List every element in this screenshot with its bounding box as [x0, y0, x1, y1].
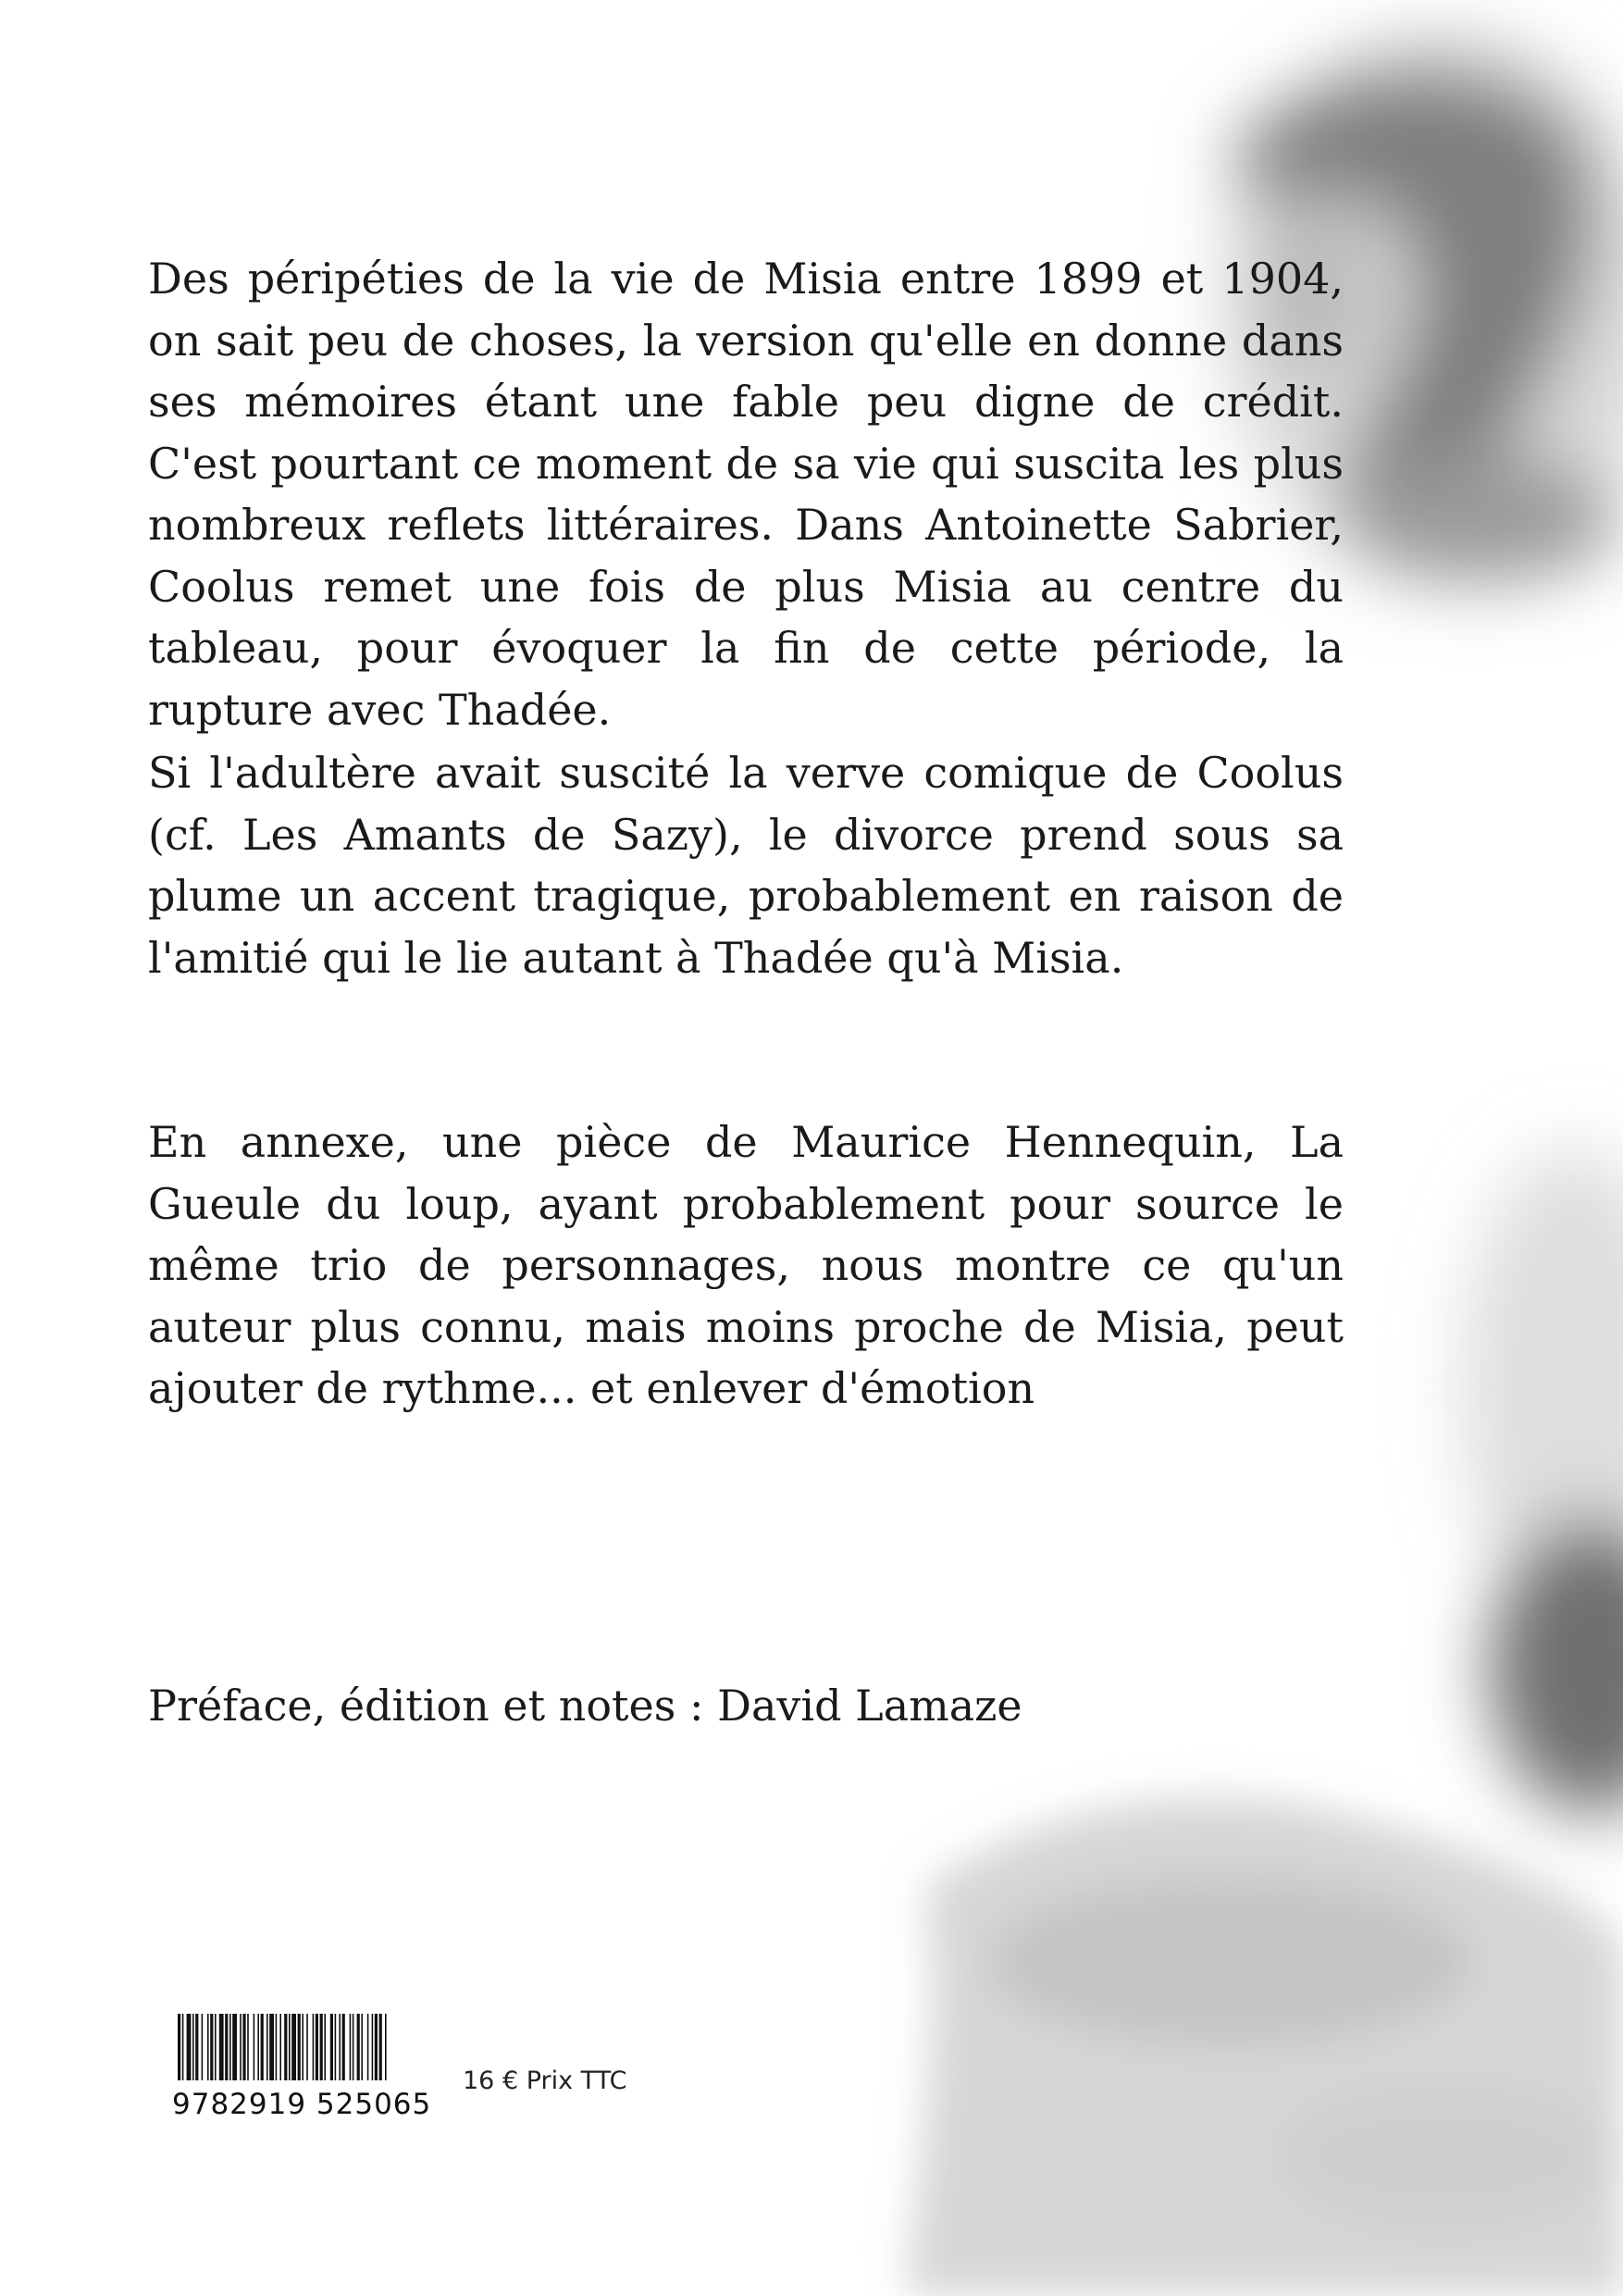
barcode-bar: [291, 2014, 296, 2080]
barcode-bar: [229, 2014, 231, 2080]
barcode-bar: [269, 2014, 274, 2080]
barcode-bar: [284, 2014, 287, 2080]
barcode-bar: [335, 2014, 337, 2080]
barcode-bar: [202, 2014, 204, 2080]
barcode-bar: [210, 2014, 213, 2080]
barcode-bar: [261, 2014, 264, 2080]
isbn-barcode: [172, 2014, 450, 2121]
barcode-bar: [225, 2014, 228, 2080]
barcode-bar: [182, 2014, 184, 2080]
barcode-bar: [254, 2014, 255, 2080]
barcode-bar: [313, 2014, 315, 2080]
background-shadow-right: [1462, 1148, 1623, 1814]
barcode-bar: [330, 2014, 333, 2080]
barcode-bar: [215, 2014, 217, 2080]
barcode-bar: [306, 2014, 308, 2080]
credits-line: Préface, édition et notes : David Lamaze: [148, 1681, 1022, 1731]
barcode-bar: [242, 2014, 245, 2080]
barcode-icon: [172, 2014, 440, 2086]
blurb-paragraph-1: Des péripéties de la vie de Misia entre 1899 et 1904, on sait peu de choses, la version qu'elle en donne dans ses mémoires étant une fable peu digne de crédit. C'est pourtant ce moment de sa vie qui suscita les plus nombreux reflets littéraires. Dans Antoinette Sabrier, Coolus remet une fois de plus Misia au centre du tableau, pour évoquer la fin de cette période, la rupture avec Thadée.: [148, 254, 1344, 735]
barcode-bar: [372, 2014, 374, 2080]
barcode-bar: [375, 2014, 378, 2080]
barcode-bar: [361, 2014, 363, 2080]
barcode-bar: [187, 2014, 192, 2080]
blurb-paragraph-2: Si l'adultère avait suscité la verve comique de Coolus (cf. Les Amants de Sazy), le divorce prend sous sa plume un accent tragique, probablement en raison de l'amitié qui le lie autant à Thadée qu'à Misia.: [148, 748, 1344, 983]
barcode-bar: [350, 2014, 352, 2080]
barcode-bar: [379, 2014, 382, 2080]
barcode-bar: [192, 2014, 194, 2080]
barcode-bar: [266, 2014, 268, 2080]
barcode-bar: [257, 2014, 259, 2080]
barcode-bar: [219, 2014, 224, 2080]
barcode-bar: [279, 2014, 281, 2080]
barcode-bar: [276, 2014, 278, 2080]
barcode-bar: [324, 2014, 326, 2080]
barcode-bar: [247, 2014, 249, 2080]
isbn-digits: 9782919 525065: [172, 2088, 432, 2121]
barcode-bar: [320, 2014, 323, 2080]
barcode-bar: [298, 2014, 301, 2080]
barcode-bar: [357, 2014, 360, 2080]
blurb-paragraph-3: En annexe, une pièce de Maurice Hennequin, La Gueule du loup, ayant probablement pour source le même trio de personnages, nous montre ce qu'un auteur plus connu, mais moins proche de Misia, peut ajouter de rythme... et enlever d'émotion: [148, 1117, 1344, 1413]
barcode-bar: [240, 2014, 242, 2080]
price-label: 16 € Prix TTC: [463, 2066, 627, 2095]
barcode-bar: [342, 2014, 345, 2080]
barcode-bar: [385, 2014, 387, 2080]
barcode-bar: [207, 2014, 209, 2080]
background-shadow-bottom: [907, 1798, 1623, 2296]
barcode-bar: [316, 2014, 318, 2080]
barcode-bar: [289, 2014, 291, 2080]
barcode-bar: [178, 2014, 180, 2080]
barcode-bar: [302, 2014, 304, 2080]
barcode-bar: [339, 2014, 341, 2080]
barcode-bar: [353, 2014, 354, 2080]
barcode-bar: [367, 2014, 369, 2080]
barcode-bar: [232, 2014, 237, 2080]
barcode-bar: [195, 2014, 198, 2080]
